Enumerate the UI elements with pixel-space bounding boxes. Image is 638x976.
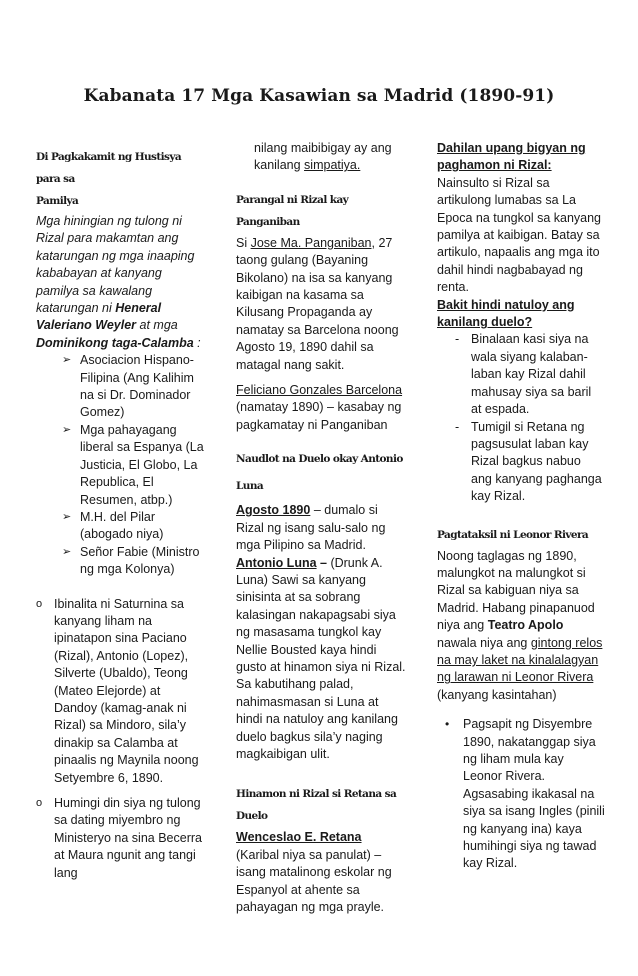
events-list: [36, 596, 204, 883]
list-item: [36, 422, 204, 509]
relos-text: gintong relos na may laket na kinalalagyan ng larawan ni Leonor Rivera: [437, 635, 603, 685]
paragraph-text: (kanyang kasintahan): [437, 687, 557, 702]
paragraph-text: (namatay 1890) – kasabay ng pagkamatay ni Panganiban: [236, 400, 402, 432]
luna-name: Antonio Luna: [236, 555, 317, 570]
panganiban-paragraph: [236, 235, 408, 374]
list-item: [437, 419, 605, 506]
paragraph-text: nilang maibibigay ay ang kanilang: [254, 141, 392, 173]
section-heading-hustisya: [36, 146, 204, 212]
list-item-text: Señor Fabie (Ministro ng mga Kolonya): [80, 544, 200, 577]
dash-bullet-icon: -: [455, 419, 460, 434]
list-item: [36, 795, 204, 882]
teatro-apolo-text: Teatro Apolo: [487, 618, 564, 633]
circle-bullet-icon: o: [36, 597, 43, 610]
luna-paragraph: [236, 502, 408, 763]
arrow-bullet-icon: ➢: [62, 354, 72, 367]
date-agosto-1890: Agosto 1890: [236, 503, 311, 518]
gonzales-paragraph: [236, 382, 408, 434]
heading-line: Luna: [236, 480, 264, 493]
arrow-bullet-icon: ➢: [62, 510, 72, 523]
intro-paragraph: [36, 213, 204, 352]
list-item: [437, 331, 605, 418]
list-item: [36, 596, 204, 787]
section-heading-luna: [236, 446, 408, 500]
paragraph-text: (Karibal niya sa panulat) – isang matalinong eskolar ng Espanyol at ahente sa pahayagan ng mga prayle.: [236, 847, 392, 914]
heading-line: Di Pagkakamit ng Hustisya para sa: [36, 151, 182, 185]
dash-text: –: [316, 555, 331, 570]
list-item: [36, 544, 204, 579]
weyler-name: Heneral Valeriano Weyler: [36, 301, 162, 333]
arrow-bullet-icon: ➢: [62, 423, 72, 436]
list-item: [36, 509, 204, 544]
paragraph-text: nawala niya ang: [437, 635, 531, 650]
dahilan-heading: Dahilan upang bigyan ng paghamon ni Rizal:: [437, 141, 586, 173]
list-item-text: Binalaan kasi siya na wala siyang kalaban-laban kay Rizal dahil mahusay siya sa baril at espada.: [471, 332, 592, 417]
heading-line: Pamilya: [36, 195, 79, 207]
intro-text: Mga hiningian ng tulong ni Rizal para makamtan ang katarungan ng mga inaaping kababayan at kanyang pamilya sa kawalang katarungan ni: [36, 214, 195, 316]
paragraph-text: – dumalo si Rizal ng isang salu-salo ng mga Pilipino sa Madrid.: [236, 503, 386, 553]
list-item-text: Asociacion Hispano-Filipina (Ang Kalihim na si Dr. Dominador Gomez): [80, 353, 194, 420]
dot-bullet-icon: •: [445, 717, 450, 732]
paragraph-text: (Drunk A. Luna) Sawi sa kanyang sinisinta at sa sobrang kalasingan nakapagsabi siya ng masasama tungkol kay Nellie Bousted kaya hindi gusto at hinamon siya ni Rizal. Sa kabutihang palad, nahimasmasan si Luna at hindi na natuloy ang kanilang duelo bagkus sila’y naging magkaibigan ulit.: [236, 555, 406, 761]
section-heading-leonor: Pagtataksil ni Leonor Rivera: [437, 528, 589, 541]
circle-bullet-icon: o: [36, 797, 43, 809]
helpers-list: [36, 352, 204, 578]
intro-text: :: [193, 335, 201, 350]
section-heading-panganiban: Parangal ni Rizal kay Panganiban: [236, 193, 349, 228]
column-right: [437, 140, 605, 873]
column-left: [36, 140, 204, 882]
panganiban-name: Jose Ma. Panganiban: [250, 235, 372, 250]
list-item-text: Tumigil si Retana ng pagsusulat laban kay Rizal bagkus nabuo ang kanyang paghanga kay Rizal.: [471, 419, 602, 504]
list-item-text: Pagsapit ng Disyembre 1890, nakatanggap siya ng liham mula kay Leonor Rivera. Agsasabing ikakasal na siya sa isang Ingles (pinili ng kanyang ina) kaya humihingi siya ng tawad kay Rizal.: [463, 717, 605, 871]
leonor-list: [437, 716, 605, 873]
paragraph-text: Si: [236, 235, 251, 250]
list-item-text: Mga pahayagang liberal sa Espanya (La Justicia, El Globo, La Republica, El Resumen, atbp.): [80, 422, 204, 507]
retana-paragraph: [236, 829, 408, 916]
leonor-paragraph: [437, 548, 605, 705]
paragraph-text: Noong taglagas ng 1890, malungkot na malungkot si Rizal sa kabiguan niya sa Madrid. Habang pinapanuod niya ang: [437, 548, 595, 633]
gonzales-name: Feliciano Gonzales Barcelona: [236, 383, 403, 398]
retana-name: Wenceslao E. Retana: [236, 830, 362, 845]
intro-text: at mga: [136, 318, 178, 333]
list-item-text: Humingi din siya ng tulong sa dating miyembro ng Ministeryo na sina Becerra at Maura ngunit ang tangi lang: [54, 796, 202, 880]
arrow-bullet-icon: ➢: [62, 545, 72, 558]
section-heading-retana: Hinamon ni Rizal si Retana sa Duelo: [236, 788, 397, 823]
simpatiya-text: simpatiya.: [304, 158, 361, 173]
list-item-text: M.H. del Pilar (abogado niya): [80, 509, 164, 542]
reasons-list: [437, 331, 605, 505]
list-item: [437, 716, 605, 873]
heading-line: Naudlot na Duelo okay Antonio: [236, 453, 403, 466]
dahilan-paragraph: Nainsulto si Rizal sa artikulong lumabas sa La Epoca na tungkol sa kanyang pamilya at kaibigan. Batay sa artikulo, napaalis ang mga ito dahil hindi nagbabayad ng renta.: [437, 175, 602, 295]
continuation-paragraph: [236, 140, 408, 175]
dominikong-name: Dominikong taga-Calamba: [36, 335, 194, 350]
dash-bullet-icon: -: [455, 332, 460, 347]
paragraph-text: , 27 taong gulang (Bayaning Bikolano) na isa sa kanyang kaibigan na kasama sa Kilusang Propaganda ay namatay sa Barcelona noong Agosto 19, 1890 dahil sa matagal nang sakit.: [236, 235, 399, 372]
column-middle: [236, 140, 408, 916]
page-title: Kabanata 17 Mga Kasawian sa Madrid (1890-91): [83, 86, 555, 106]
list-item: [36, 352, 204, 422]
bakit-heading: Bakit hindi natuloy ang kanilang duelo?: [437, 297, 575, 330]
list-item-text: Ibinalita ni Saturnina sa kanyang liham na ipinatapon sina Paciano (Rizal), Antonio (Lopez), Silverte (Ubaldo), Teong (Mateo Elejorde) at Dandoy (kamag-anak ni Rizal) sa Mindoro, sila’y dinakip sa Calamba at pinaalis ng Maynila noong Setyembre 6, 1890.: [54, 596, 199, 785]
